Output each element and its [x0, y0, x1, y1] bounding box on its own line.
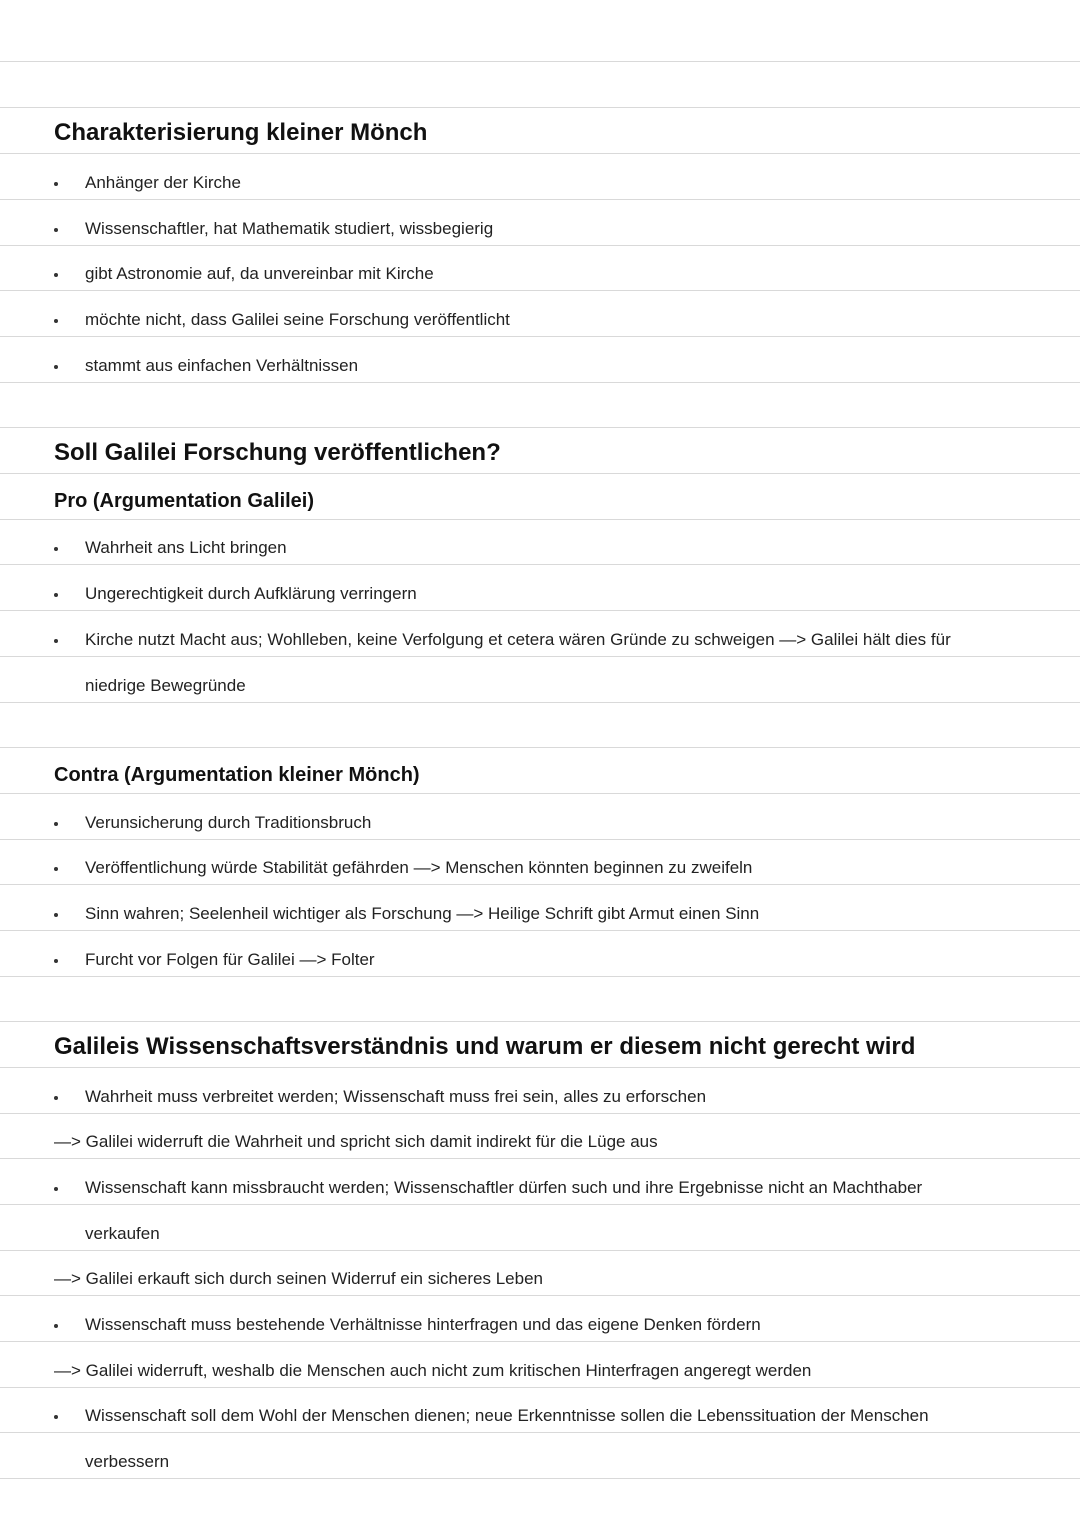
list-item-continuation — [0, 1205, 1080, 1251]
bullet-icon — [54, 1415, 58, 1419]
section-title: Charakterisierung kleiner Mönch — [54, 118, 428, 146]
ruled-line — [0, 62, 1080, 108]
list-item-text: Sinn wahren; Seelenheil wichtiger als Forschung —> Heilige Schrift gibt Armut einen Sinn — [85, 903, 760, 923]
list-item-text: Ungerechtigkeit durch Aufklärung verringern — [85, 583, 417, 603]
list-item-text: niedrige Bewegründe — [85, 675, 246, 695]
list-item-text: verbessern — [85, 1451, 170, 1471]
list-item-text: Kirche nutzt Macht aus; Wohlleben, keine Verfolgung et cetera wären Gründe zu schweigen —> Galilei hält dies für — [85, 629, 951, 649]
list-item — [0, 291, 1080, 337]
list-item-text: Veröffentlichung würde Stabilität gefährden —> Menschen könnten beginnen zu zweifeln — [85, 857, 753, 877]
list-item-text: stammt aus einfachen Verhältnissen — [85, 355, 359, 375]
list-item-text: Wissenschaft muss bestehende Verhältnisse hinterfragen und das eigene Denken fördern — [85, 1314, 761, 1334]
section-title-line — [0, 1022, 1080, 1068]
list-item — [0, 794, 1080, 840]
arrow-line — [0, 1342, 1080, 1388]
list-item-text: gibt Astronomie auf, da unvereinbar mit Kirche — [85, 263, 434, 283]
section-title-line — [0, 428, 1080, 474]
bullet-icon — [54, 593, 58, 597]
bullet-icon — [54, 639, 58, 643]
arrow-line — [0, 1113, 1080, 1159]
contra-heading: Contra (Argumentation kleiner Mönch) — [54, 763, 420, 786]
list-item — [0, 337, 1080, 383]
arrow-text: —> Galilei widerruft, weshalb die Menschen auch nicht zum kritischen Hinterfragen angeregt werden — [54, 1360, 812, 1380]
list-item — [0, 1068, 1080, 1114]
list-item — [0, 245, 1080, 291]
bullet-icon — [54, 1324, 58, 1328]
bullet-icon — [54, 822, 58, 826]
list-item — [0, 200, 1080, 246]
list-item — [0, 1296, 1080, 1342]
bullet-icon — [54, 1096, 58, 1100]
list-item — [0, 519, 1080, 565]
list-item — [0, 1159, 1080, 1205]
list-item-continuation — [0, 657, 1080, 703]
ruled-line — [0, 702, 1080, 748]
arrow-text: —> Galilei erkauft sich durch seinen Widerruf ein sicheres Leben — [54, 1268, 543, 1288]
list-item-text: Wahrheit ans Licht bringen — [85, 537, 287, 557]
list-item — [0, 931, 1080, 977]
list-item — [0, 611, 1080, 657]
ruled-line — [0, 382, 1080, 428]
bullet-icon — [54, 867, 58, 871]
section-title: Galileis Wissenschaftsverständnis und warum er diesem nicht gerecht wird — [54, 1032, 916, 1060]
list-item-continuation — [0, 1433, 1080, 1479]
bullet-icon — [54, 1187, 58, 1191]
bullet-icon — [54, 273, 58, 277]
list-item — [0, 154, 1080, 200]
bullet-icon — [54, 913, 58, 917]
list-item — [0, 565, 1080, 611]
list-item-text: verkaufen — [85, 1223, 160, 1243]
list-item — [0, 885, 1080, 931]
list-item — [0, 1387, 1080, 1433]
subheading-line — [0, 748, 1080, 794]
section-title-line — [0, 108, 1080, 154]
arrow-line — [0, 1250, 1080, 1296]
list-item-text: Furcht vor Folgen für Galilei —> Folter — [85, 949, 375, 969]
arrow-text: —> Galilei widerruft die Wahrheit und spricht sich damit indirekt für die Lüge aus — [54, 1131, 658, 1151]
bullet-icon — [54, 319, 58, 323]
list-item-text: Wissenschaftler, hat Mathematik studiert, wissbegierig — [85, 218, 494, 238]
list-item-text: Anhänger der Kirche — [85, 172, 241, 192]
list-item-text: Verunsicherung durch Traditionsbruch — [85, 812, 372, 832]
pro-heading: Pro (Argumentation Galilei) — [54, 489, 315, 512]
list-item-text: Wissenschaft kann missbraucht werden; Wissenschaftler dürfen such und ihre Ergebnisse nicht an Machthaber — [85, 1177, 923, 1197]
list-item — [0, 839, 1080, 885]
subheading-line — [0, 474, 1080, 520]
bullet-icon — [54, 182, 58, 186]
bullet-icon — [54, 547, 58, 551]
list-item-text: Wissenschaft soll dem Wohl der Menschen dienen; neue Erkenntnisse sollen die Lebenssituation der Menschen — [85, 1405, 929, 1425]
list-item-text: Wahrheit muss verbreitet werden; Wissenschaft muss frei sein, alles zu erforschen — [85, 1086, 707, 1106]
ruled-line — [0, 16, 1080, 62]
ruled-line — [0, 976, 1080, 1022]
bullet-icon — [54, 228, 58, 232]
list-item-text: möchte nicht, dass Galilei seine Forschung veröffentlicht — [85, 309, 510, 329]
bullet-icon — [54, 365, 58, 369]
bullet-icon — [54, 959, 58, 963]
section-title: Soll Galilei Forschung veröffentlichen? — [54, 438, 501, 466]
